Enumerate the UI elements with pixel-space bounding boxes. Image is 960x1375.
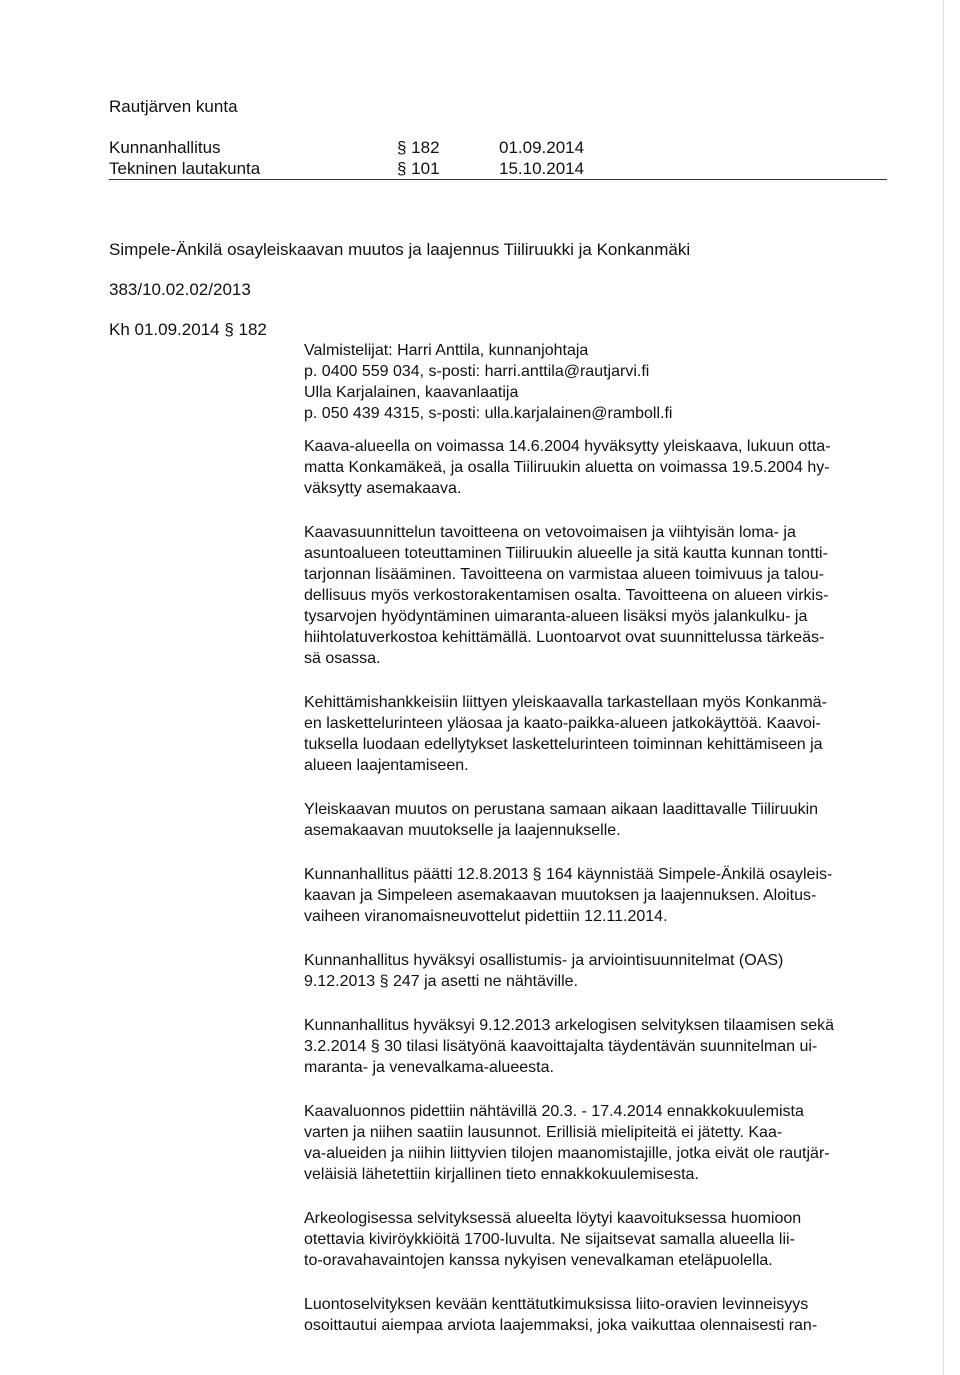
body-paragraph: Luontoselvityksen kevään kenttätutkimuksissa liito-oravien levinneisyys osoittautui aiempaa arviota laajemmaksi, joka vaikuttaa olennaisesti ran-	[304, 1296, 818, 1334]
meeting-section: § 182	[397, 138, 440, 157]
body-paragraph: Kunnanhallitus hyväksyi 9.12.2013 arkelogisen selvityksen tilaamisen sekä 3.2.2014 § 30 tilasi lisätyönä kaavoittajalta täydentävän suunnitelman ui- maranta- ja venevalkama-alueesta.	[304, 1017, 835, 1076]
document-subject: Simpele-Änkilä osayleiskaavan muutos ja laajennus Tiiliruukki ja Konkanmäki	[109, 240, 691, 259]
body-paragraph: Kunnanhallitus hyväksyi osallistumis- ja arviointisuunnitelmat (OAS) 9.12.2013 § 247 ja asetti ne nähtäville.	[304, 952, 784, 990]
case-number: 383/10.02.02/2013	[109, 280, 251, 299]
body-paragraph: Arkeologisessa selvityksessä alueelta löytyi kaavoituksessa huomioon otettavia kiviröykkiöitä 1700-luvulta. Ne sijaitsevat samalla alueella lii- to-oravahavaintojen kanssa nykyisen venevalkaman eteläpuolella.	[304, 1210, 802, 1269]
body-paragraph: Yleiskaavan muutos on perustana samaan aikaan laadittavalle Tiiliruukin asemakaavan muutokselle ja laajennukselle.	[304, 801, 819, 839]
municipality-name: Rautjärven kunta	[109, 97, 238, 116]
preparers-block: Valmistelijat: Harri Anttila, kunnanjohtaja p. 0400 559 034, s-posti: harri.anttila@rautjarvi.fi Ulla Karjalainen, kaavanlaatija p. 050 439 4315, s-posti: ulla.karjalainen@ramboll.fi	[304, 342, 673, 422]
meeting-date: 15.10.2014	[499, 159, 585, 178]
body-paragraph: Kaava-alueella on voimassa 14.6.2004 hyväksytty yleiskaava, lukuun otta- matta Konkamäkeä, ja osalla Tiiliruukin aluetta on voimassa 19.5.2004 hy- väksytty asemakaava.	[304, 438, 831, 497]
body-paragraph: Kaavaluonnos pidettiin nähtävillä 20.3. - 17.4.2014 ennakkokuulemista varten ja niihen saatiin lausunnot. Erillisiä mielipiteitä ei jätetty. Kaa- va-alueiden ja niihin liittyvien tilojen maanomistajille, jotka eivät ole rautjär- veläisiä lähetettiin kirjallinen tieto ennakkokuulemisesta.	[304, 1103, 830, 1183]
body-paragraph: Kehittämishankkeisiin liittyen yleiskaavalla tarkastellaan myös Konkanmä- en laskettelurinteen yläosaa ja kaato-paikka-alueen jatkokäyttöä. Kaavoi- tuksella luodaan edellytykset laskettelurinteen toiminnan kehittämiseen ja alueen laajentamiseen.	[304, 694, 827, 774]
scan-edge-line	[943, 0, 944, 1375]
meeting-reference-table	[109, 137, 589, 179]
body-paragraph: Kaavasuunnittelun tavoitteena on vetovoimaisen ja viihtyisän loma- ja asuntoalueen toteuttaminen Tiiliruukin alueelle ja sitä kautta kunnan tontti- tarjonnan lisääminen. Tavoitteena on varmistaa alueen toimivuus ja talou- dellisuus myös verkostorakentamisen osalta. Tavoitteena on alueen virkis- tysarvojen hyödyntäminen uimaranta-alueen lisäksi myös jalankulku- ja hiihtolatuverkostoa kehittämällä. Luontoarvot ovat suunnittelussa tärkeäs- sä osassa.	[304, 524, 829, 667]
header-divider	[109, 179, 887, 180]
meeting-section: § 101	[397, 159, 440, 178]
meeting-row	[109, 137, 589, 158]
document-body	[304, 340, 869, 1359]
meeting-body: Tekninen lautakunta	[109, 159, 261, 178]
meeting-body: Kunnanhallitus	[109, 138, 221, 157]
body-paragraph: Kunnanhallitus päätti 12.8.2013 § 164 käynnistää Simpele-Änkilä osayleis- kaavan ja Simpeleen asemakaavan muutoksen ja laajennuksen. Aloitus- vaiheen viranomaisneuvottelut pidettiin 12.11.2014.	[304, 866, 833, 925]
meeting-date: 01.09.2014	[499, 138, 585, 157]
session-reference: Kh 01.09.2014 § 182	[109, 320, 267, 339]
meeting-row	[109, 158, 589, 179]
